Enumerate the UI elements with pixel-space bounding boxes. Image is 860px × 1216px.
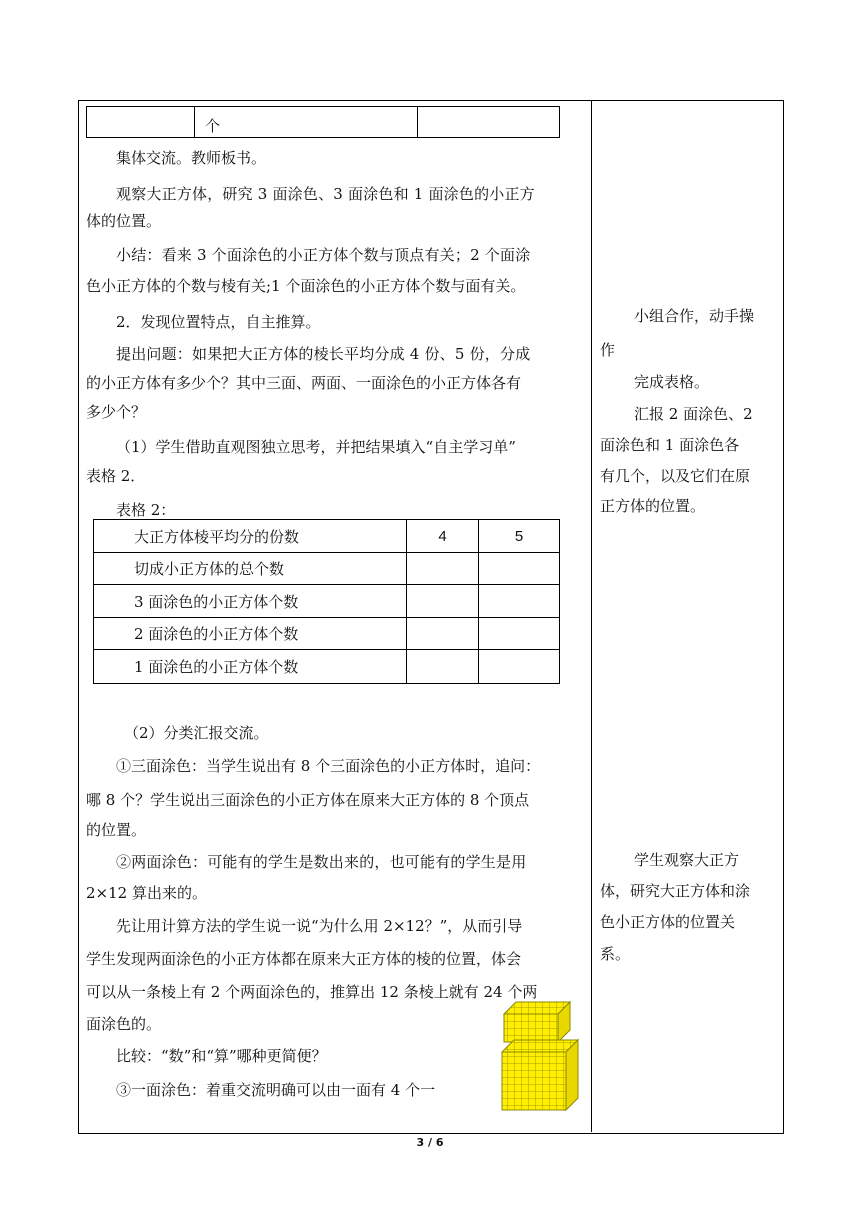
right-note-3-line-2: 面涂色和 1 面涂色各 — [600, 436, 740, 454]
right-note-4-line-1: 学生观察大正方 — [634, 851, 740, 869]
table-row — [94, 618, 560, 650]
table-2 — [93, 519, 560, 684]
large-cube-front — [502, 1052, 566, 1110]
right-note-3-line-1: 汇报 2 面涂色、2 — [634, 405, 753, 423]
right-note-4-line-3: 色小正方体的位置关 — [600, 913, 736, 931]
right-note-2: 完成表格。 — [634, 373, 710, 391]
right-note-4-line-2: 体，研究大正方体和涂 — [600, 882, 751, 900]
para-3-line-1: 小结：看来 3 个面涂色的小正方体个数与顶点有关；2 个面涂 — [116, 246, 531, 264]
para-5-line-1: 提出问题：如果把大正方体的棱长平均分成 4 份、5 份，分成 — [116, 345, 531, 363]
top-table-cell: 个 — [205, 117, 221, 135]
table-cell: 切成小正方体的总个数 — [94, 553, 407, 585]
table-cell: 1 面涂色的小正方体个数 — [94, 650, 407, 684]
large-cube-top — [502, 1040, 578, 1052]
table-cell — [479, 553, 560, 585]
para-8-line-1: ①三面涂色：当学生说出有 8 个三面涂色的小正方体时，追问： — [116, 757, 541, 775]
page-number: 3 / 6 — [416, 1136, 444, 1149]
table-row — [94, 520, 560, 553]
right-note-4-line-4: 系。 — [600, 945, 631, 963]
table-cell: 2 面涂色的小正方体个数 — [94, 618, 407, 650]
para-3-line-2: 色小正方体的个数与棱有关;1 个面涂色的小正方体个数与面有关。 — [86, 277, 526, 295]
para-10-line-2: 学生发现两面涂色的小正方体都在原来大正方体的棱的位置，体会 — [86, 950, 522, 968]
para-11: 比较：“数”和“算”哪种更简便？ — [116, 1047, 327, 1065]
para-10-line-4: 面涂色的。 — [86, 1015, 162, 1033]
para-1: 集体交流。教师板书。 — [116, 149, 267, 167]
right-note-1-line-1: 小组合作，动手操 — [634, 307, 755, 325]
column-divider — [591, 100, 592, 1132]
table-row — [94, 585, 560, 618]
para-9-line-2: 2×12 算出来的。 — [86, 884, 207, 902]
small-cube-front — [504, 1014, 558, 1042]
para-6-line-2: 表格 2． — [86, 467, 146, 485]
table-caption: 表格 2： — [116, 501, 176, 519]
table-cell — [479, 585, 560, 618]
para-10-line-1: 先让用计算方法的学生说一说“为什么用 2×12？”，从而引导 — [116, 917, 523, 935]
right-note-3-line-4: 正方体的位置。 — [600, 497, 706, 515]
right-note-1-line-2: 作 — [600, 341, 616, 359]
large-cube-side — [566, 1040, 578, 1110]
para-5-line-3: 多少个？ — [86, 403, 147, 421]
para-2-line-2: 体的位置。 — [86, 212, 162, 230]
right-note-3-line-3: 有几个，以及它们在原 — [600, 467, 751, 485]
para-12: ③一面涂色：着重交流明确可以由一面有 4 个一 — [116, 1081, 436, 1099]
cube-illustration — [500, 1000, 582, 1112]
table-cell — [407, 585, 479, 618]
para-6-line-1: （1）学生借助直观图独立思考，并把结果填入“自主学习单” — [116, 438, 516, 456]
table-cell — [407, 650, 479, 684]
top-table — [86, 106, 560, 138]
para-10-line-3: 可以从一条棱上有 2 个两面涂色的，推算出 12 条棱上就有 24 个两 — [86, 983, 538, 1001]
table-row — [94, 553, 560, 585]
table-cell: 大正方体棱平均分的份数 — [94, 520, 407, 553]
table-cell — [407, 553, 479, 585]
para-7: （2）分类汇报交流。 — [124, 724, 269, 742]
para-8-line-3: 的位置。 — [86, 821, 147, 839]
para-2-line-1: 观察大正方体，研究 3 面涂色、3 面涂色和 1 面涂色的小正方 — [116, 185, 535, 203]
para-8-line-2: 哪 8 个？学生说出三面涂色的小正方体在原来大正方体的 8 个顶点 — [86, 791, 530, 809]
para-4: 2．发现位置特点，自主推算。 — [116, 313, 321, 331]
table-cell: 5 — [479, 520, 560, 553]
table-row — [94, 650, 560, 684]
table-cell — [479, 650, 560, 684]
table-cell: 3 面涂色的小正方体个数 — [94, 585, 407, 618]
para-9-line-1: ②两面涂色：可能有的学生是数出来的，也可能有的学生是用 — [116, 853, 527, 871]
para-5-line-2: 的小正方体有多少个？其中三面、两面、一面涂色的小正方体各有 — [86, 374, 522, 392]
table-cell — [407, 618, 479, 650]
table-cell: 4 — [407, 520, 479, 553]
table-cell — [479, 618, 560, 650]
